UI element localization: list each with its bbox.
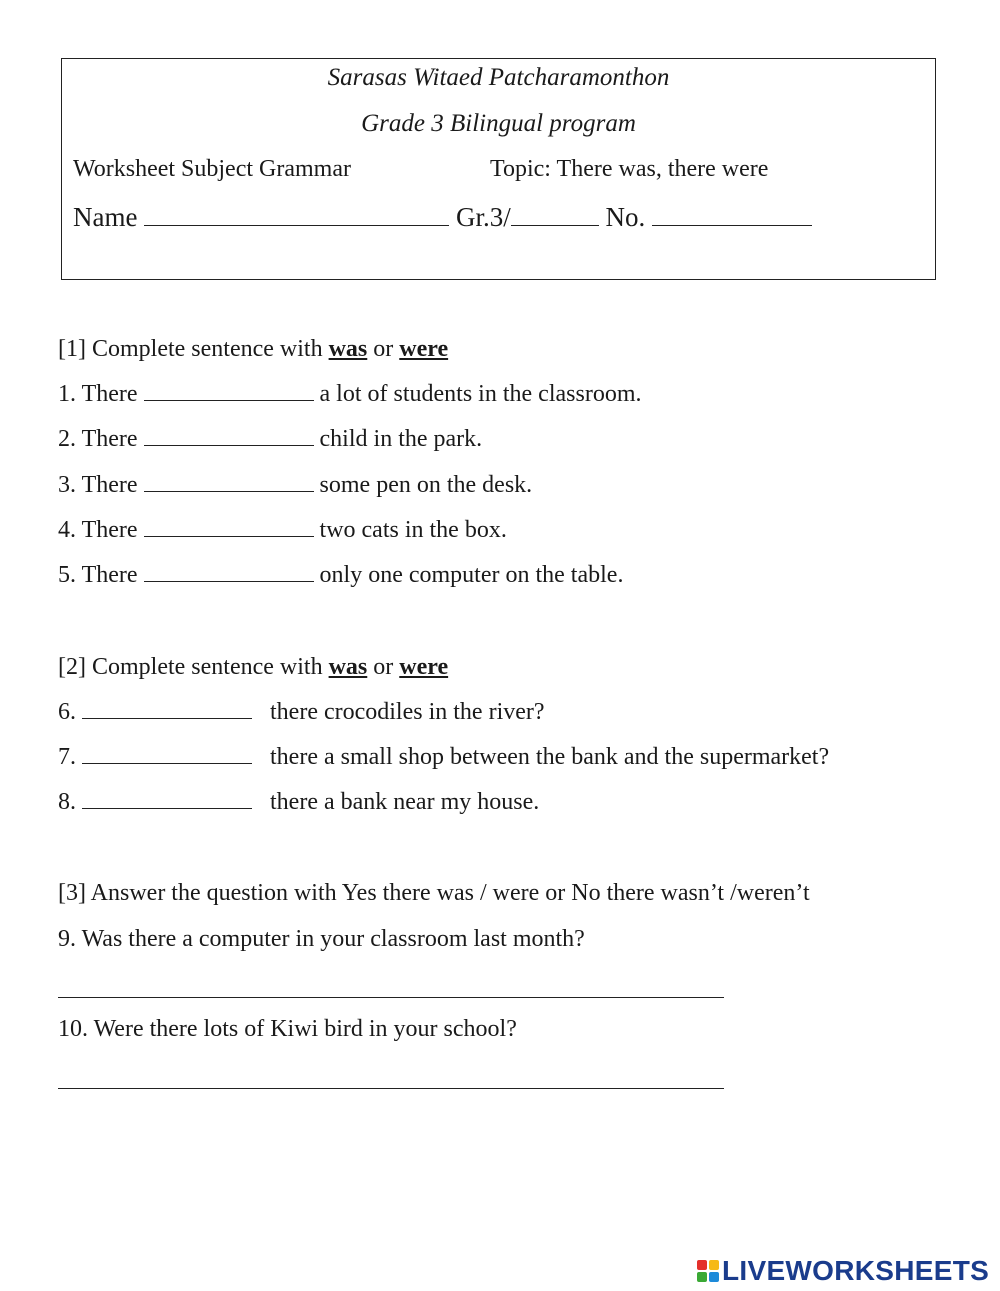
answer-blank[interactable]	[144, 563, 314, 582]
section1-word-was: was	[328, 336, 368, 362]
question-9: 9. Was there a computer in your classroom last month?	[58, 926, 585, 952]
section1-prefix: [1] Complete sentence with	[58, 336, 323, 362]
answer-blank[interactable]	[144, 518, 314, 537]
number-label: No.	[605, 202, 646, 232]
answer-line-9[interactable]	[58, 997, 724, 998]
liveworksheets-logo[interactable]	[697, 1255, 989, 1287]
list-item	[58, 517, 507, 544]
section2-prefix: [2] Complete sentence with	[58, 654, 323, 680]
answer-blank[interactable]	[144, 473, 314, 492]
list-item	[58, 426, 482, 453]
item-text: two cats in the box.	[319, 517, 507, 543]
list-item	[58, 789, 539, 816]
section1-word-were: were	[399, 336, 449, 362]
item-number: 2. There	[58, 426, 138, 452]
brand-name: LIVEWORKSHEETS	[722, 1255, 990, 1286]
grade-label: Gr.3/	[455, 202, 511, 232]
answer-blank[interactable]	[82, 745, 252, 764]
answer-line-10[interactable]	[58, 1088, 724, 1089]
section1-connector: or	[373, 336, 394, 362]
item-number: 8.	[58, 789, 76, 815]
item-number: 3. There	[58, 472, 138, 498]
list-item	[58, 562, 623, 589]
item-number: 5. There	[58, 562, 138, 588]
student-info-row	[73, 202, 812, 233]
question-10: 10. Were there lots of Kiwi bird in your school?	[58, 1016, 517, 1042]
answer-blank[interactable]	[144, 427, 314, 446]
section2-instruction	[58, 654, 448, 681]
item-number: 4. There	[58, 517, 138, 543]
program-title: Grade 3 Bilingual program	[361, 110, 636, 137]
school-name: Sarasas Witaed Patcharamonthon	[327, 64, 670, 91]
section1-instruction	[58, 336, 448, 363]
item-text: there a bank near my house.	[270, 789, 540, 815]
number-blank[interactable]	[652, 207, 812, 226]
liveworksheets-logo-icon	[697, 1260, 719, 1282]
section2-word-was: was	[328, 654, 368, 680]
section3-instruction: [3] Answer the question with Yes there was / were or No there wasn’t /weren’t	[58, 880, 810, 906]
item-number: 1. There	[58, 381, 138, 407]
item-number: 7.	[58, 744, 76, 770]
list-item	[58, 381, 641, 408]
section2-word-were: were	[399, 654, 449, 680]
item-text: a lot of students in the classroom.	[319, 381, 642, 407]
name-blank[interactable]	[144, 207, 449, 226]
list-item	[58, 744, 829, 771]
section2-connector: or	[373, 654, 394, 680]
grade-blank[interactable]	[511, 207, 599, 226]
item-text: only one computer on the table.	[319, 562, 624, 588]
answer-blank[interactable]	[82, 790, 252, 809]
name-label: Name	[73, 202, 138, 232]
answer-blank[interactable]	[144, 382, 314, 401]
answer-blank[interactable]	[82, 700, 252, 719]
worksheet-topic: Topic: There was, there were	[490, 156, 769, 182]
item-text: some pen on the desk.	[319, 472, 533, 498]
list-item	[58, 472, 532, 499]
item-number: 6.	[58, 699, 76, 725]
item-text: there crocodiles in the river?	[270, 699, 545, 725]
list-item	[58, 699, 545, 726]
item-text: child in the park.	[319, 426, 483, 452]
item-text: there a small shop between the bank and the supermarket?	[270, 744, 830, 770]
worksheet-subject: Worksheet Subject Grammar	[73, 156, 351, 182]
